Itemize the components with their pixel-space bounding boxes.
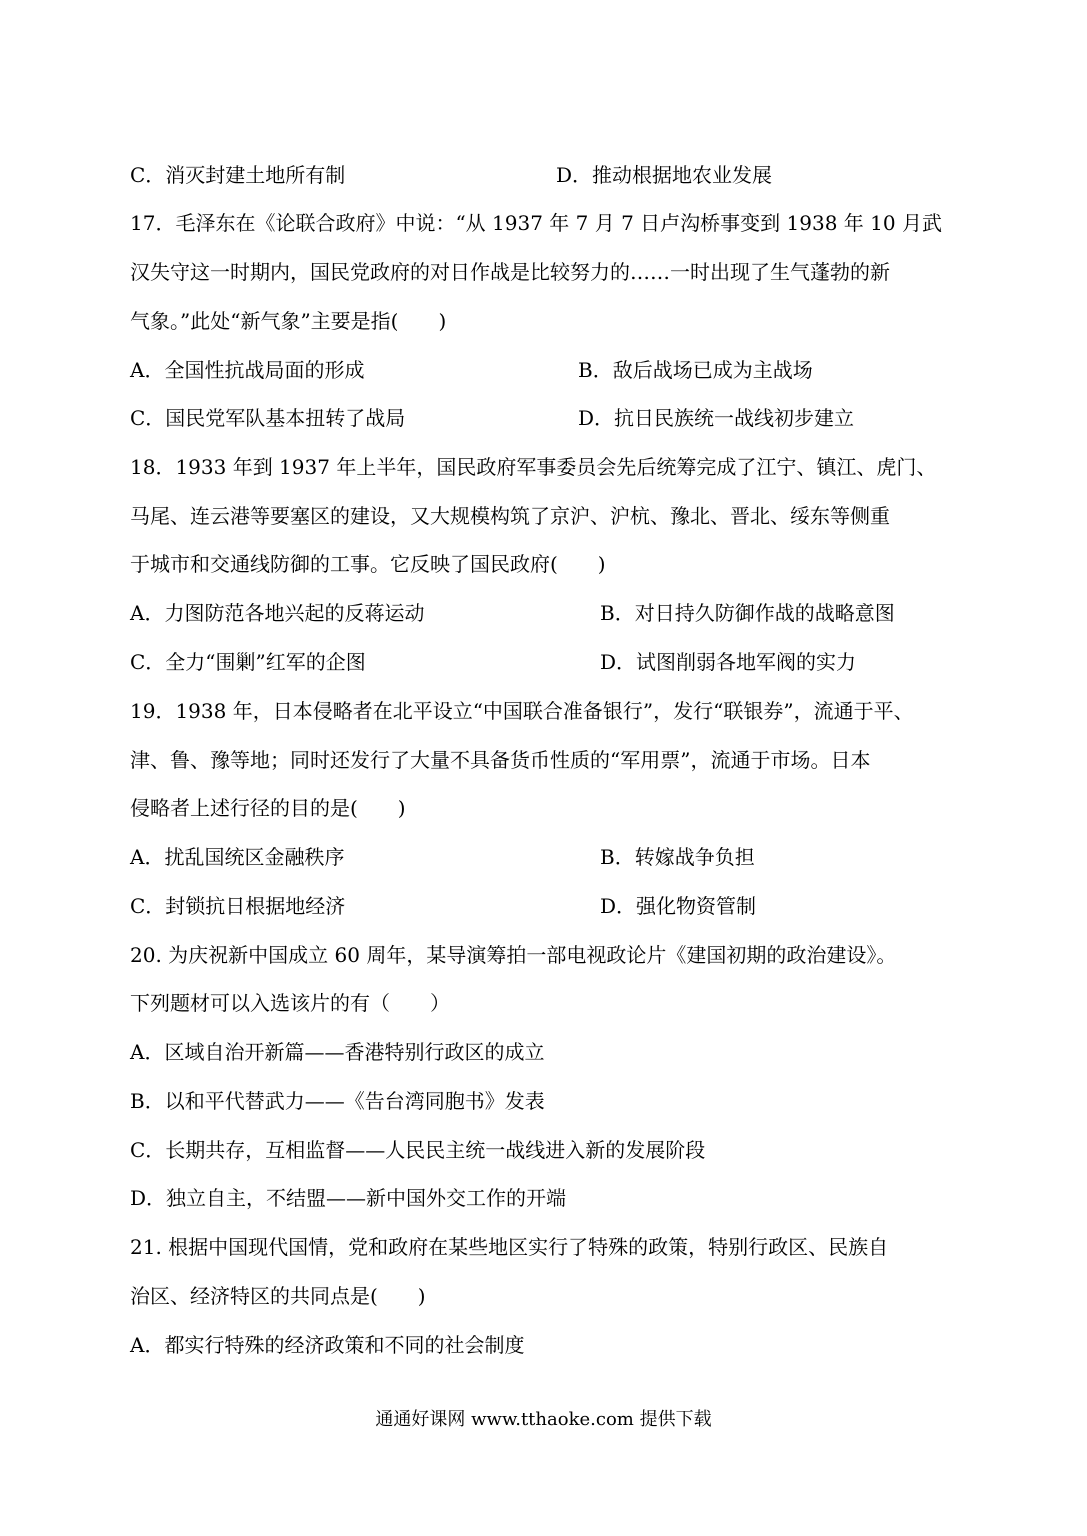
q19-stem-line-2: 津、鲁、豫等地；同时还发行了大量不具备货币性质的“军用票”，流通于市场。日本: [130, 748, 871, 772]
q19-stem-line-1: 19．1938 年，日本侵略者在北平设立“中国联合准备银行”，发行“联银券”，流通于平、: [130, 699, 914, 723]
q18-option-d: D．试图削弱各地军阀的实力: [600, 650, 857, 674]
q21-stem-line-1: 21. 根据中国现代国情，党和政府在某些地区实行了特殊的政策，特别行政区、民族自: [130, 1235, 889, 1259]
q20-option-d: D．独立自主，不结盟——新中国外交工作的开端: [130, 1186, 567, 1210]
q17-stem-line-2: 汉失守这一时期内，国民党政府的对日作战是比较努力的……一时出现了生气蓬勃的新: [130, 260, 890, 284]
q20-stem-line-1: 20. 为庆祝新中国成立 60 周年，某导演筹拍一部电视政论片《建国初期的政治建设》。: [130, 943, 897, 967]
q20-stem-line-2: 下列题材可以入选该片的有（ ）: [130, 991, 450, 1015]
q16-option-c: C．消灭封建土地所有制: [130, 163, 346, 187]
q18-option-c: C．全力“围剿”红军的企图: [130, 650, 366, 674]
q20-option-c: C．长期共存，互相监督——人民民主统一战线进入新的发展阶段: [130, 1138, 706, 1162]
q18-stem-line-2: 马尾、连云港等要塞区的建设，又大规模构筑了京沪、沪杭、豫北、晋北、绥东等侧重: [130, 504, 890, 528]
page-footer: 通通好课网 www.tthaoke.com 提供下载: [375, 1409, 712, 1430]
q21-option-a: A．都实行特殊的经济政策和不同的社会制度: [130, 1333, 525, 1357]
q18-stem-line-3: 于城市和交通线防御的工事。它反映了国民政府( ): [130, 552, 606, 576]
q19-option-d: D．强化物资管制: [600, 894, 757, 918]
q17-stem-line-1: 17．毛泽东在《论联合政府》中说：“从 1937 年 7 月 7 日卢沟桥事变到 1938 年 10 月武: [130, 211, 942, 235]
q17-option-d: D．抗日民族统一战线初步建立: [578, 406, 855, 430]
q19-option-b: B．转嫁战争负担: [600, 845, 755, 869]
q17-option-a: A．全国性抗战局面的形成: [130, 358, 365, 382]
q19-option-c: C．封锁抗日根据地经济: [130, 894, 346, 918]
q21-stem-line-2: 治区、经济特区的共同点是( ): [130, 1284, 426, 1308]
q18-option-b: B．对日持久防御作战的战略意图: [600, 601, 895, 625]
q17-option-b: B．敌后战场已成为主战场: [578, 358, 813, 382]
q17-stem-line-3: 气象。”此处“新气象”主要是指( ): [130, 309, 447, 333]
q20-option-b: B．以和平代替武力——《告台湾同胞书》发表: [130, 1089, 545, 1113]
q18-option-a: A．力图防范各地兴起的反蒋运动: [130, 601, 425, 625]
q17-option-c: C．国民党军队基本扭转了战局: [130, 406, 406, 430]
q19-stem-line-3: 侵略者上述行径的目的是( ): [130, 796, 406, 820]
q16-option-d: D．推动根据地农业发展: [556, 163, 773, 187]
q20-option-a: A．区域自治开新篇——香港特别行政区的成立: [130, 1040, 545, 1064]
q19-option-a: A．扰乱国统区金融秩序: [130, 845, 345, 869]
q18-stem-line-1: 18．1933 年到 1937 年上半年，国民政府军事委员会先后统筹完成了江宁、镇江、虎门、: [130, 455, 937, 479]
